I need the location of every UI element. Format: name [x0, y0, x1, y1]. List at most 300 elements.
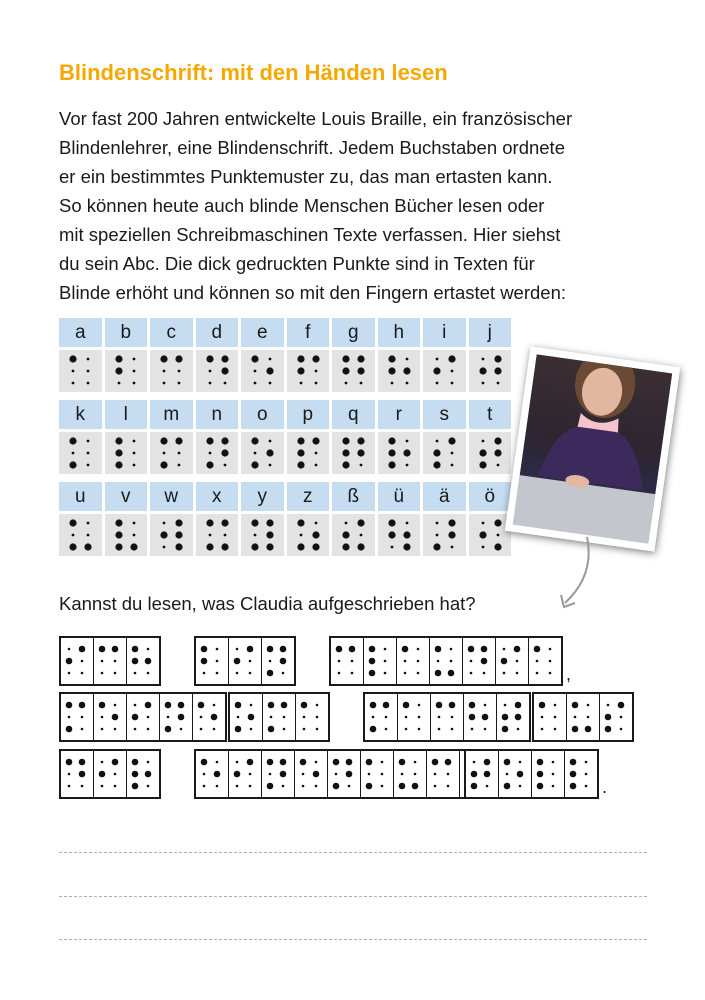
flat-dot — [451, 370, 454, 373]
flat-dot — [147, 648, 150, 651]
flat-dot — [147, 761, 150, 764]
flat-dot — [200, 716, 203, 719]
raised-dot — [112, 714, 119, 721]
raised-dot — [266, 367, 273, 374]
intro-line: Blindenlehrer, eine Blindenschrift. Jedem Buchstaben ordnete — [59, 137, 565, 158]
braille-cell — [378, 350, 421, 392]
puzzle-braille-cell — [126, 638, 159, 684]
flat-dot — [249, 773, 252, 776]
puzzle-word — [59, 692, 227, 742]
raised-dot — [300, 759, 307, 766]
flat-dot — [541, 716, 544, 719]
raised-dot — [403, 543, 410, 550]
raised-dot — [280, 759, 287, 766]
raised-dot — [333, 783, 340, 790]
puzzle-braille-cell — [93, 751, 126, 797]
raised-dot — [206, 437, 213, 444]
flat-dot — [250, 704, 253, 707]
flat-dot — [552, 785, 555, 788]
flat-dot — [254, 370, 257, 373]
answer-writing-line[interactable] — [59, 939, 647, 940]
flat-dot — [345, 382, 348, 385]
raised-dot — [572, 702, 579, 709]
alphabet-letter: d — [196, 318, 239, 347]
puzzle-braille-cell — [495, 638, 528, 684]
flat-dot — [607, 704, 610, 707]
puzzle-braille-cell — [126, 751, 159, 797]
puzzle-braille-cell — [61, 694, 93, 740]
raised-dot — [115, 461, 122, 468]
puzzle-word — [329, 636, 563, 686]
flat-dot — [213, 704, 216, 707]
flat-dot — [216, 660, 219, 663]
braille-pattern-t — [466, 751, 498, 797]
raised-dot — [175, 543, 182, 550]
raised-dot — [160, 461, 167, 468]
raised-dot — [435, 646, 442, 653]
flat-dot — [316, 704, 319, 707]
raised-dot — [297, 461, 304, 468]
raised-dot — [342, 449, 349, 456]
answer-writing-line[interactable] — [59, 896, 647, 897]
flat-dot — [450, 648, 453, 651]
braille-pattern-c — [94, 638, 126, 684]
flat-dot — [351, 672, 354, 675]
flat-dot — [315, 785, 318, 788]
raised-dot — [214, 771, 221, 778]
alphabet-letter-row — [59, 318, 511, 347]
flat-dot — [101, 728, 104, 731]
raised-dot — [266, 449, 273, 456]
alphabet-letter: m — [150, 400, 193, 429]
braille-pattern-l — [105, 432, 148, 474]
braille-cell — [196, 350, 239, 392]
puzzle-braille-cell — [463, 694, 496, 740]
raised-dot — [132, 771, 139, 778]
flat-dot — [314, 370, 317, 373]
raised-dot — [175, 437, 182, 444]
braille-cell — [332, 514, 375, 556]
puzzle-braille-cell — [564, 751, 597, 797]
puzzle-braille-cell — [262, 694, 295, 740]
braille-pattern-ä — [423, 514, 466, 556]
braille-pattern-y — [241, 514, 284, 556]
flat-dot — [549, 672, 552, 675]
raised-dot — [403, 531, 410, 538]
braille-pattern-a — [398, 694, 430, 740]
flat-dot — [503, 648, 506, 651]
raised-dot — [479, 461, 486, 468]
flat-dot — [147, 716, 150, 719]
raised-dot — [448, 355, 455, 362]
raised-dot — [517, 771, 524, 778]
raised-dot — [479, 367, 486, 374]
flat-dot — [314, 464, 317, 467]
raised-dot — [69, 355, 76, 362]
raised-dot — [515, 702, 522, 709]
raised-dot — [357, 355, 364, 362]
alphabet-letter-row — [59, 482, 511, 511]
braille-pattern-l — [364, 638, 396, 684]
flat-dot — [87, 464, 90, 467]
braille-pattern-o — [499, 751, 531, 797]
braille-cell — [196, 432, 239, 474]
raised-dot — [471, 771, 478, 778]
flat-dot — [338, 672, 341, 675]
raised-dot — [312, 355, 319, 362]
alphabet-letter: n — [196, 400, 239, 429]
braille-pattern-t — [469, 432, 512, 474]
raised-dot — [268, 702, 275, 709]
raised-dot — [388, 531, 395, 538]
puzzle-braille-cell — [426, 751, 459, 797]
raised-dot — [445, 759, 452, 766]
flat-dot — [114, 785, 117, 788]
raised-dot — [484, 771, 491, 778]
raised-dot — [494, 543, 501, 550]
answer-writing-line[interactable] — [59, 852, 647, 853]
flat-dot — [68, 716, 71, 719]
flat-dot — [418, 728, 421, 731]
puzzle-braille-cell — [429, 638, 462, 684]
braille-pattern-r — [127, 751, 159, 797]
raised-dot — [357, 437, 364, 444]
raised-dot — [537, 783, 544, 790]
flat-dot — [481, 358, 484, 361]
flat-dot — [203, 785, 206, 788]
braille-pattern-d — [61, 751, 93, 797]
raised-dot — [469, 714, 476, 721]
flat-dot — [236, 761, 239, 764]
flat-dot — [68, 785, 71, 788]
raised-dot — [206, 355, 213, 362]
puzzle-braille-cell — [566, 694, 599, 740]
raised-dot — [433, 367, 440, 374]
raised-dot — [280, 658, 287, 665]
raised-dot — [234, 771, 241, 778]
braille-pattern-u — [430, 638, 462, 684]
braille-pattern-i — [94, 751, 126, 797]
braille-cell — [105, 350, 148, 392]
flat-dot — [134, 672, 137, 675]
raised-dot — [247, 646, 254, 653]
braille-pattern-a — [296, 694, 328, 740]
flat-dot — [418, 716, 421, 719]
braille-cell — [332, 350, 375, 392]
raised-dot — [267, 759, 274, 766]
raised-dot — [342, 543, 349, 550]
puzzle-braille-cell — [498, 751, 531, 797]
raised-dot — [342, 367, 349, 374]
raised-dot — [570, 759, 577, 766]
braille-cell — [150, 350, 193, 392]
raised-dot — [132, 783, 139, 790]
braille-pattern-a — [397, 638, 429, 684]
flat-dot — [200, 728, 203, 731]
raised-dot — [570, 771, 577, 778]
flat-dot — [536, 660, 539, 663]
flat-dot — [574, 716, 577, 719]
raised-dot — [132, 714, 139, 721]
flat-dot — [178, 382, 181, 385]
puzzle-word — [59, 749, 161, 799]
raised-dot — [145, 771, 152, 778]
braille-pattern-p — [287, 432, 330, 474]
braille-pattern-c — [150, 350, 193, 392]
raised-dot — [221, 367, 228, 374]
flat-dot — [101, 660, 104, 663]
braille-cell — [59, 350, 102, 392]
braille-pattern-u — [59, 514, 102, 556]
flat-dot — [585, 785, 588, 788]
raised-dot — [206, 461, 213, 468]
raised-dot — [132, 759, 139, 766]
flat-dot — [203, 672, 206, 675]
flat-dot — [134, 728, 137, 731]
raised-dot — [449, 702, 456, 709]
flat-dot — [620, 728, 623, 731]
flat-dot — [114, 704, 117, 707]
flat-dot — [384, 660, 387, 663]
flat-dot — [450, 660, 453, 663]
flat-dot — [81, 785, 84, 788]
flat-dot — [223, 534, 226, 537]
raised-dot — [251, 437, 258, 444]
intro-line: er ein bestimmtes Punktemuster zu, das man ertasten kann. — [59, 166, 553, 187]
braille-pattern-m — [263, 694, 295, 740]
braille-pattern-d — [463, 638, 495, 684]
raised-dot — [160, 355, 167, 362]
raised-dot — [69, 519, 76, 526]
flat-dot — [414, 761, 417, 764]
flat-dot — [87, 452, 90, 455]
alphabet-letter: z — [287, 482, 330, 511]
raised-dot — [388, 437, 395, 444]
raised-dot — [115, 437, 122, 444]
raised-dot — [388, 449, 395, 456]
braille-alphabet-table — [59, 318, 511, 564]
flat-dot — [101, 716, 104, 719]
puzzle-braille-cell — [327, 751, 360, 797]
flat-dot — [302, 785, 305, 788]
flat-dot — [549, 648, 552, 651]
flat-dot — [163, 452, 166, 455]
raised-dot — [537, 771, 544, 778]
raised-dot — [448, 437, 455, 444]
raised-dot — [221, 437, 228, 444]
braille-cell — [241, 514, 284, 556]
flat-dot — [417, 660, 420, 663]
braille-cell — [287, 432, 330, 474]
braille-cell — [332, 432, 375, 474]
raised-dot — [115, 531, 122, 538]
braille-pattern-a — [534, 694, 566, 740]
raised-dot — [160, 531, 167, 538]
flat-dot — [216, 648, 219, 651]
braille-cell — [241, 350, 284, 392]
flat-dot — [436, 534, 439, 537]
raised-dot — [313, 771, 320, 778]
raised-dot — [494, 367, 501, 374]
flat-dot — [345, 522, 348, 525]
braille-pattern-g — [332, 350, 375, 392]
braille-pattern-e — [94, 694, 126, 740]
raised-dot — [388, 519, 395, 526]
flat-dot — [390, 382, 393, 385]
flat-dot — [87, 522, 90, 525]
puzzle-braille-cell — [396, 638, 429, 684]
puzzle-braille-cell — [363, 638, 396, 684]
raised-dot — [99, 771, 106, 778]
raised-dot — [266, 519, 273, 526]
raised-dot — [399, 759, 406, 766]
flat-dot — [384, 648, 387, 651]
braille-pattern-o — [241, 432, 284, 474]
raised-dot — [266, 543, 273, 550]
flat-dot — [447, 773, 450, 776]
flat-dot — [451, 716, 454, 719]
flat-dot — [417, 648, 420, 651]
puzzle-word — [532, 692, 634, 742]
braille-pattern-e — [193, 694, 225, 740]
alphabet-letter: b — [105, 318, 148, 347]
alphabet-letter-row — [59, 400, 511, 429]
flat-dot — [434, 773, 437, 776]
braille-pattern-r — [378, 432, 421, 474]
flat-dot — [552, 773, 555, 776]
alphabet-letter: ö — [469, 482, 512, 511]
flat-dot — [314, 522, 317, 525]
raised-dot — [479, 449, 486, 456]
raised-dot — [280, 771, 287, 778]
braille-cell — [196, 514, 239, 556]
alphabet-braille-row — [59, 514, 511, 556]
raised-dot — [201, 759, 208, 766]
alphabet-letter: t — [469, 400, 512, 429]
flat-dot — [269, 773, 272, 776]
raised-dot — [502, 714, 509, 721]
intro-line: mit speziellen Schreibmaschinen Texte verfassen. Hier siehst — [59, 224, 561, 245]
puzzle-braille-cell — [61, 751, 93, 797]
raised-dot — [115, 367, 122, 374]
flat-dot — [405, 358, 408, 361]
flat-dot — [587, 704, 590, 707]
flat-dot — [101, 672, 104, 675]
raised-dot — [301, 702, 308, 709]
alphabet-letter: y — [241, 482, 284, 511]
raised-dot — [267, 670, 274, 677]
raised-dot — [235, 702, 242, 709]
raised-dot — [235, 726, 242, 733]
flat-dot — [163, 546, 166, 549]
flat-dot — [249, 660, 252, 663]
flat-dot — [447, 785, 450, 788]
alphabet-letter: g — [332, 318, 375, 347]
puzzle-braille-cell — [228, 751, 261, 797]
raised-dot — [297, 519, 304, 526]
puzzle-word — [363, 692, 531, 742]
alphabet-letter: p — [287, 400, 330, 429]
braille-pattern-n — [328, 751, 360, 797]
flat-dot — [405, 522, 408, 525]
puzzle-braille-cell — [295, 694, 328, 740]
alphabet-letter: x — [196, 482, 239, 511]
raised-dot — [251, 355, 258, 362]
braille-pattern-s — [600, 694, 632, 740]
flat-dot — [223, 382, 226, 385]
raised-dot — [471, 783, 478, 790]
braille-pattern-u — [394, 751, 426, 797]
raised-dot — [66, 658, 73, 665]
alphabet-braille-row — [59, 350, 511, 392]
flat-dot — [481, 382, 484, 385]
flat-dot — [316, 728, 319, 731]
alphabet-letter: i — [423, 318, 466, 347]
braille-pattern-w — [150, 514, 193, 556]
flat-dot — [87, 358, 90, 361]
flat-dot — [516, 660, 519, 663]
braille-cell — [287, 514, 330, 556]
raised-dot — [251, 461, 258, 468]
flat-dot — [303, 728, 306, 731]
braille-pattern-l — [532, 751, 564, 797]
flat-dot — [473, 761, 476, 764]
raised-dot — [369, 658, 376, 665]
raised-dot — [572, 726, 579, 733]
flat-dot — [132, 522, 135, 525]
flat-dot — [72, 382, 75, 385]
raised-dot — [175, 519, 182, 526]
raised-dot — [132, 658, 139, 665]
raised-dot — [433, 543, 440, 550]
raised-dot — [357, 519, 364, 526]
intro-line: Blinde erhöht und können so mit den Fingern ertastet werden: — [59, 282, 567, 303]
flat-dot — [283, 728, 286, 731]
flat-dot — [536, 672, 539, 675]
raised-dot — [69, 543, 76, 550]
braille-cell — [150, 432, 193, 474]
raised-dot — [349, 646, 356, 653]
flat-dot — [269, 440, 272, 443]
raised-dot — [402, 646, 409, 653]
braille-pattern-i — [496, 638, 528, 684]
flat-dot — [163, 370, 166, 373]
flat-dot — [132, 440, 135, 443]
raised-dot — [481, 646, 488, 653]
braille-cell — [423, 350, 466, 392]
flat-dot — [404, 660, 407, 663]
raised-dot — [336, 646, 343, 653]
flat-dot — [451, 728, 454, 731]
raised-dot — [369, 670, 376, 677]
braille-pattern-i — [61, 638, 93, 684]
flat-dot — [438, 716, 441, 719]
puzzle-braille-cell — [261, 751, 294, 797]
flat-dot — [585, 773, 588, 776]
flat-dot — [167, 716, 170, 719]
flat-dot — [132, 534, 135, 537]
flat-dot — [114, 728, 117, 731]
flat-dot — [351, 660, 354, 663]
raised-dot — [211, 714, 218, 721]
raised-dot — [515, 714, 522, 721]
flat-dot — [385, 716, 388, 719]
flat-dot — [68, 672, 71, 675]
flat-dot — [254, 382, 257, 385]
flat-dot — [178, 464, 181, 467]
intro-line: Vor fast 200 Jahren entwickelte Louis Braille, ein französischer — [59, 108, 573, 129]
flat-dot — [451, 546, 454, 549]
